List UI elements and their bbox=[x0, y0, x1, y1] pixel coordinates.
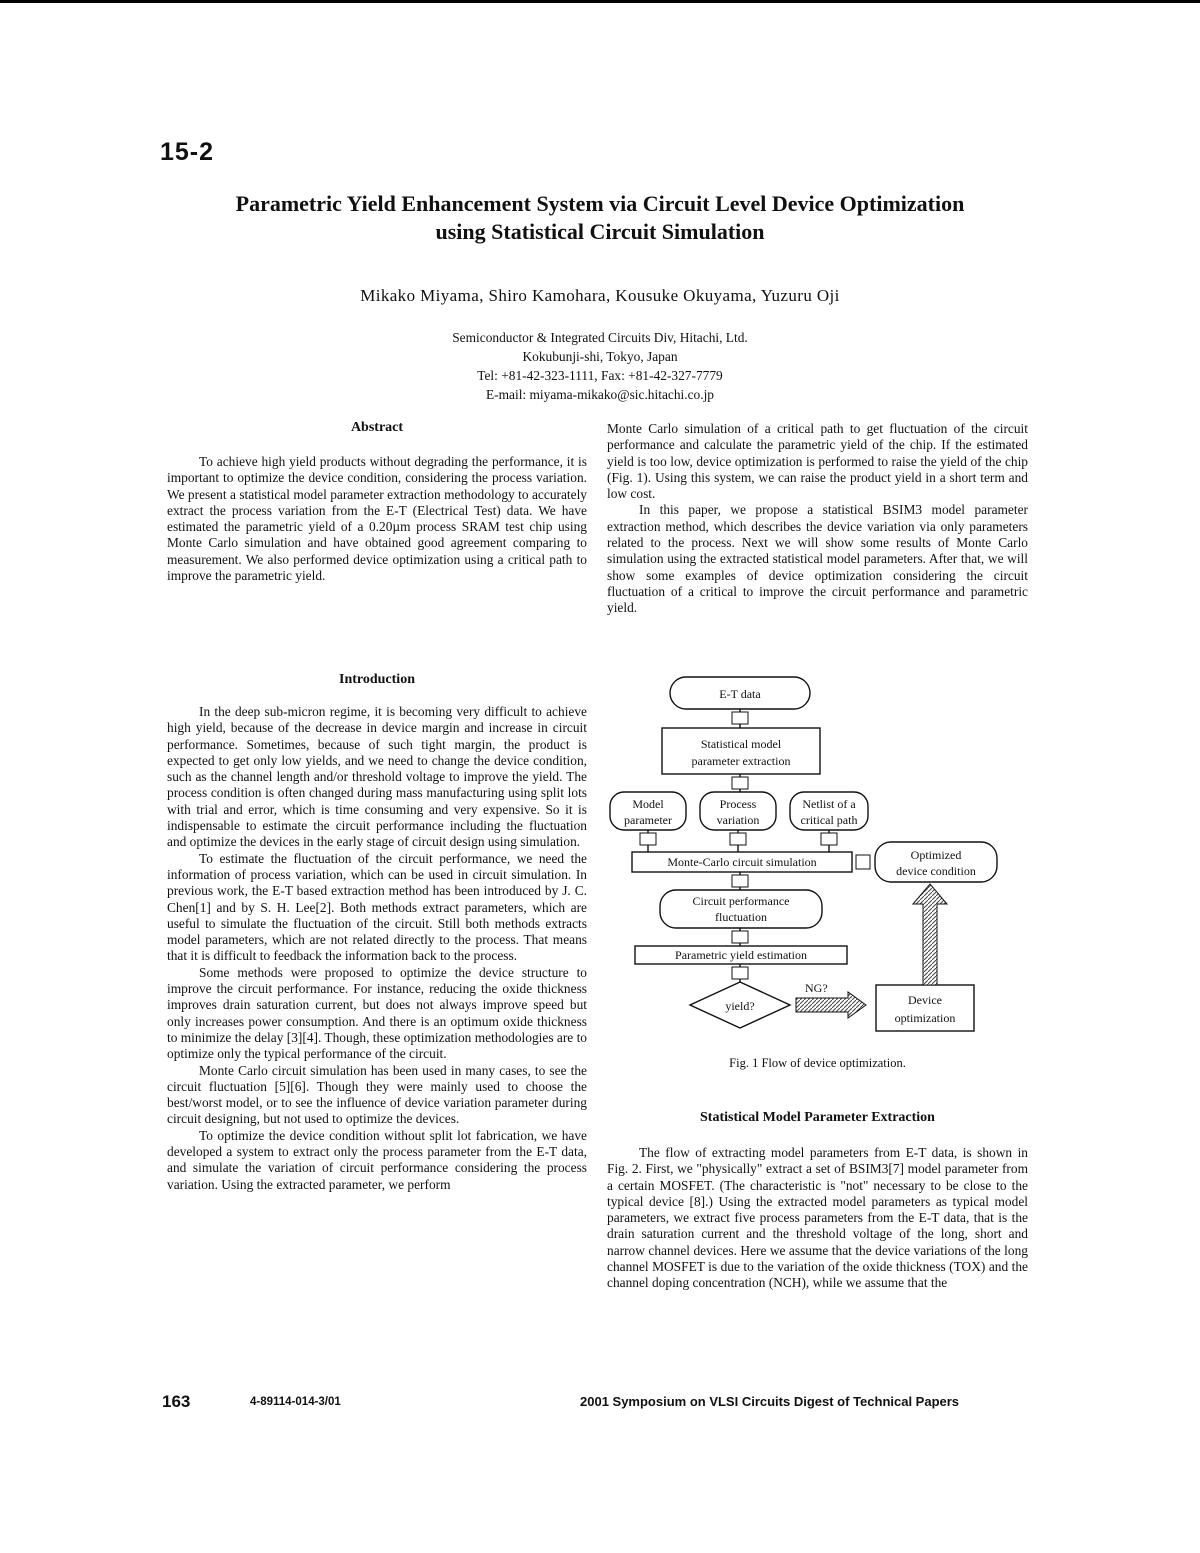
model-param-label: Model bbox=[632, 797, 664, 811]
introduction-body bbox=[167, 704, 587, 1193]
process-var-label: variation bbox=[716, 813, 760, 827]
abstract-body bbox=[167, 454, 587, 584]
stat-extract-label: Statistical model bbox=[700, 737, 782, 751]
paragraph: To optimize the device condition without split lot fabrication, we have developed a system to extract only the process parameter from the E-T data, and simulate the variation of circuit performance considering the process variation. Using the extracted parameter, we perform bbox=[167, 1127, 587, 1192]
yield-est-label: Parametric yield estimation bbox=[675, 948, 807, 962]
ng-arrow bbox=[796, 992, 866, 1018]
abstract-heading: Abstract bbox=[350, 420, 404, 435]
venue: 2001 Symposium on VLSI Circuits Digest of Technical Papers bbox=[580, 1394, 960, 1409]
introduction-heading: Introduction bbox=[339, 672, 415, 687]
smpe-body bbox=[607, 1145, 1028, 1292]
paragraph: The flow of extracting model parameters from E-T data, is shown in Fig. 2. First, we "physically" extract a set of BSIM3[7] model parameter from a certain MOSFET. (The characteristic is "not" necessary to be close to the typical device [8].) Using the extracted model parameters as typical model parameters, we extract five process parameters from the E-T data, that is the drain saturation current and the threshold voltage of the long, short and narrow channel devices. Here we assume that the device variations of the long channel MOSFET is due to the variation of the oxide thickness (TOX) and the channel doping concentration (NCH), while we assume that the bbox=[607, 1145, 1028, 1291]
paragraph: Monte Carlo simulation of a critical path to get fluctuation of the circuit performance and calculate the parametric yield of the chip. If the estimated yield is too low, device optimization is performed to raise the yield of the chip (Fig. 1). Using this system, we can raise the product yield in a short term and low cost. bbox=[607, 421, 1028, 502]
device-opt-label: optimization bbox=[894, 1011, 956, 1025]
optimized-label: Optimized bbox=[910, 848, 962, 862]
isbn: 4-89114-014-3/01 bbox=[250, 1396, 341, 1408]
paragraph: In this paper, we propose a statistical BSIM3 model parameter extraction method, which describes the device variation via only parameters related to the process. Next we will show some results of Monte Carlo simulation using the extracted statistical model parameters. After that, we will show some examples of device optimization considering the circuit fluctuation of a critical to improve the circuit performance and parametric yield. bbox=[607, 502, 1028, 616]
title-line-2: using Statistical Circuit Simulation bbox=[435, 219, 765, 244]
netlist-label: critical path bbox=[800, 813, 858, 827]
affiliation-line: Semiconductor & Integrated Circuits Div, Hitachi, Ltd. bbox=[452, 330, 748, 345]
paper-title bbox=[150, 190, 1050, 246]
netlist-label: Netlist of a bbox=[802, 797, 856, 811]
process-var-label: Process bbox=[719, 797, 757, 811]
optimized-label: device condition bbox=[896, 864, 976, 878]
stat-extract-label: parameter extraction bbox=[691, 754, 791, 768]
affiliation-email: E-mail: miyama-mikako@sic.hitachi.co.jp bbox=[485, 387, 714, 402]
circuit-perf-label: fluctuation bbox=[715, 910, 767, 924]
top-rule bbox=[0, 0, 1200, 3]
abstract-text: To achieve high yield products without degrading the performance, it is important to optimize the device condition, considering the process variation. We present a statistical model parameter extraction methodology to accurately extract the process variation from the E-T (Electrical Test) data. We have estimated the parametric yield of a 0.20µm process SRAM test chip using Monte Carlo simulation and have obtained good agreement comparing to measurement. We also performed device optimization using a critical path to improve the parametric yield. bbox=[167, 454, 587, 584]
smpe-heading: Statistical Model Parameter Extraction bbox=[700, 1110, 935, 1125]
ng-label: NG? bbox=[805, 981, 828, 995]
circuit-perf-label: Circuit performance bbox=[692, 894, 790, 908]
model-param-label: parameter bbox=[624, 813, 672, 827]
affiliation bbox=[300, 328, 900, 404]
session-number: 15-2 bbox=[160, 138, 215, 166]
paragraph: Monte Carlo circuit simulation has been used in many cases, to see the circuit fluctuation [5][6]. Though they were mainly used to choose the best/worst model, or to see the influence of device variation parameter during circuit designing, but not used to optimize the devices. bbox=[167, 1062, 587, 1127]
paragraph: In the deep sub-micron regime, it is becoming very difficult to achieve high yield, because of the decrease in device margin and increase in circuit performance. Sometimes, because of such tight margin, the product is expected to get only low yields, and we need to change the device condition, such as the channel length and/or threshold voltage to improve the yield. The process condition is often changed during mass manufacturing using split lots with trial and error, which is time consuming and very expensive. So it is indispensable to estimate the circuit performance including the fluctuation and optimize the devices in the early stage of circuit design using simulation. bbox=[167, 704, 587, 850]
monte-carlo-label: Monte-Carlo circuit simulation bbox=[667, 855, 817, 869]
authors: Mikako Miyama, Shiro Kamohara, Kousuke Okuyama, Yuzuru Oji bbox=[360, 286, 840, 305]
page-number: 163 bbox=[162, 1392, 191, 1411]
paragraph: To estimate the fluctuation of the circuit performance, we need the information of process variation, which can be used in circuit simulation. In previous work, the E-T based extraction method has been introduced by J. C. Chen[1] and by S. H. Lee[2]. Both methods extract parameters, which are useful to simulate the fluctuation of the circuit. Still both methods extracts model parameters, which are not related directly to the process. That means that it is difficult to feedback the information back to the process. bbox=[167, 850, 587, 964]
et-data-label: E-T data bbox=[719, 687, 761, 701]
right-column-top bbox=[607, 421, 1028, 617]
title-line-1: Parametric Yield Enhancement System via Circuit Level Device Optimization bbox=[235, 191, 965, 216]
figure-caption: Fig. 1 Flow of device optimization. bbox=[729, 1056, 906, 1070]
yield-q-label: yield? bbox=[725, 999, 755, 1013]
flowchart-figure bbox=[600, 672, 1020, 1052]
feedback-arrow bbox=[913, 884, 947, 985]
affiliation-line: Kokubunji-shi, Tokyo, Japan bbox=[522, 349, 678, 364]
device-opt-label: Device bbox=[908, 993, 942, 1007]
affiliation-line: Tel: +81-42-323-1111, Fax: +81-42-327-7779 bbox=[477, 368, 723, 383]
paragraph: Some methods were proposed to optimize the device structure to improve the circuit performance. For instance, reducing the oxide thickness improves drain saturation current, but does not always improve speed but only increases power consumption. And there is an optimum oxide thickness to minimize the delay [3][4]. Though, these optimization methodologies are to optimize only the typical performance of the circuit. bbox=[167, 964, 587, 1062]
